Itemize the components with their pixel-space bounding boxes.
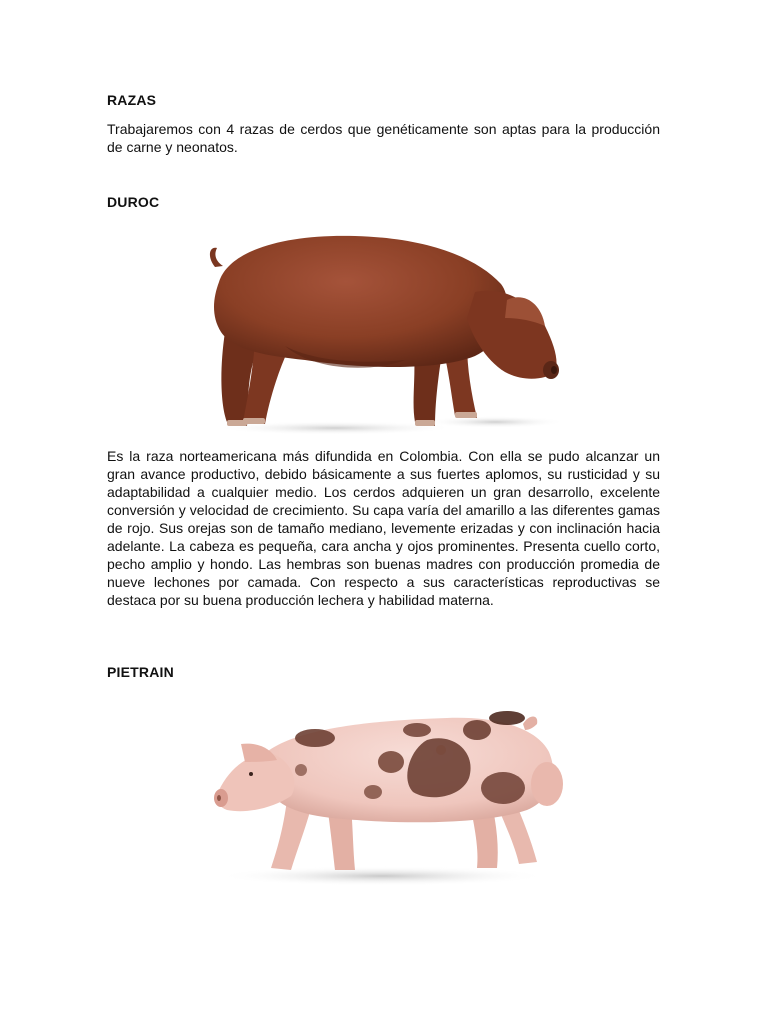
heading-pietrain: PIETRAIN xyxy=(107,664,174,680)
pietrain-pig-icon xyxy=(207,700,567,900)
intro-paragraph: Trabajaremos con 4 razas de cerdos que genéticamente son aptas para la producción de carne y neonatos. xyxy=(107,121,660,155)
heading-duroc: DUROC xyxy=(107,194,160,210)
duroc-pig-icon xyxy=(205,222,565,437)
heading-razas: RAZAS xyxy=(107,92,157,108)
duroc-pig-image xyxy=(205,222,565,437)
duroc-description: Es la raza norteamericana más difundida en Colombia. Con ella se pudo alcanzar un gran avance productivo, debido básicamente a sus fuertes aplomos, su rusticidad y su adaptabilidad a cualquier medio. Los cerdos adquieren un gran desarrollo, excelente conversión y velocidad de crecimiento. Su capa varía del amarillo a las diferentes gamas de rojo. Sus orejas son de tamaño mediano, levemente erizadas y con inclinación hacia adelante. La cabeza es pequeña, cara ancha y ojos prominentes. Presenta cuello corto, pecho amplio y hondo. Las hembras son buenas madres con producción promedia de nueve lechones por camada. Con respecto a sus características reproductivas se destaca por su buena producción lechera y habilidad materna. xyxy=(107,448,660,608)
pietrain-pig-image xyxy=(207,700,567,900)
